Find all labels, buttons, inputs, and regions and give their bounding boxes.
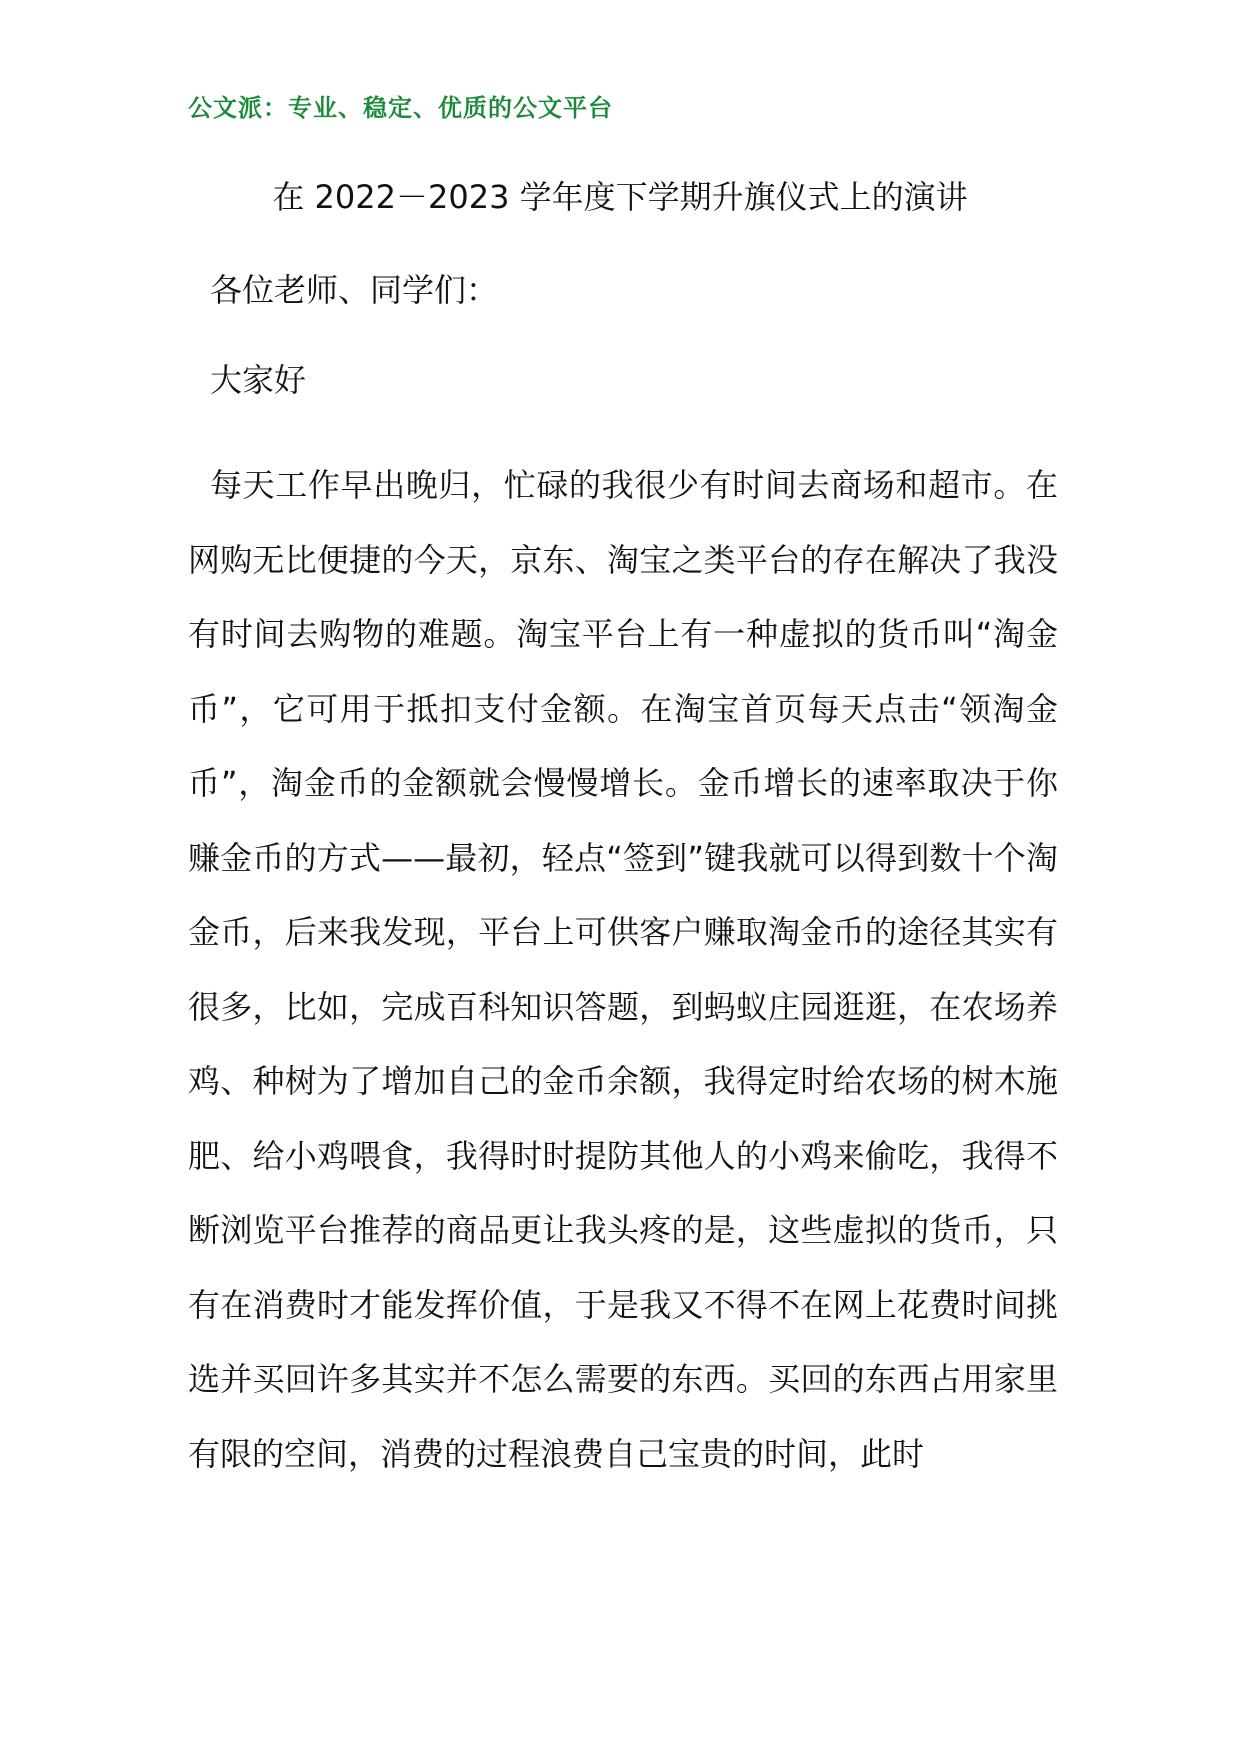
greeting: 大家好: [210, 361, 307, 399]
salutation: 各位老师、同学们：: [210, 271, 499, 309]
document-title: 在 2022－2023 学年度下学期升旗仪式上的演讲: [272, 178, 968, 216]
brand-header: 公文派：专业、稳定、优质的公文平台: [188, 94, 613, 122]
body-paragraph: 每天工作早出晚归，忙碌的我很少有时间去商场和超市。在网购无比便捷的今天，京东、淘宝之类平台的存在解决了我没有时间去购物的难题。淘宝平台上有一种虚拟的货币叫“淘金币”，它可用于抵扣支付金额。在淘宝首页每天点击“领淘金币”，淘金币的金额就会慢慢增长。金币增长的速率取决于你赚金币的方式——最初，轻点“签到”键我就可以得到数十个淘金币，后来我发现，平台上可供客户赚取淘金币的途径其实有很多，比如，完成百科知识答题，到蚂蚁庄园逛逛，在农场养鸡、种树为了增加自己的金币余额，我得定时给农场的树木施肥、给小鸡喂食，我得时时提防其他人的小鸡来偷吃，我得不断浏览平台推荐的商品更让我头疼的是，这些虚拟的货币，只有在消费时才能发挥价值，于是我又不得不在网上花费时间挑选并买回许多其实并不怎么需要的东西。买回的东西占用家里有限的空间，消费的过程浪费自己宝贵的时间，此时: [188, 466, 1058, 1473]
